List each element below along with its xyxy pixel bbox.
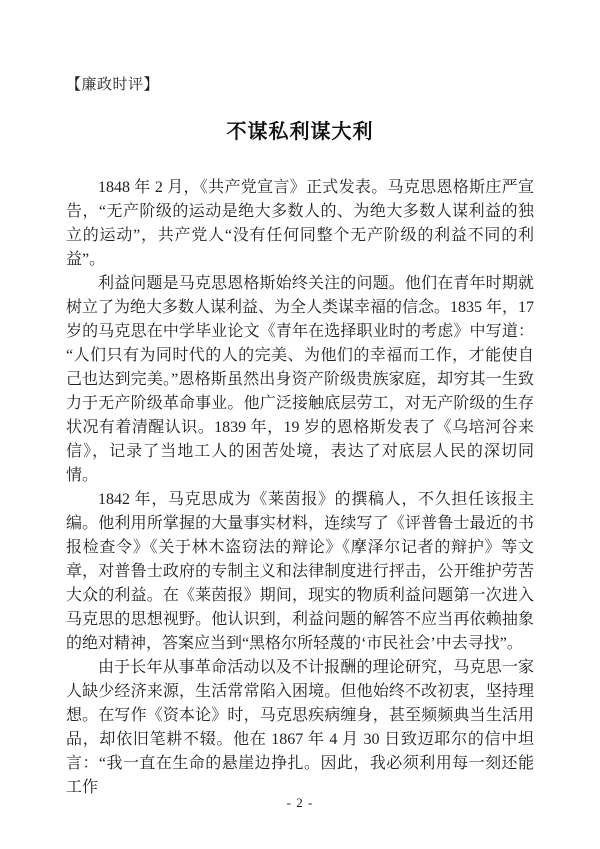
page-title: 不谋私利谋大利 [226, 121, 374, 143]
page-number: - 2 - [286, 795, 314, 810]
article-body [66, 176, 534, 800]
body-paragraph: 利益问题是马克思恩格斯始终关注的问题。他们在青年时期就树立了为绝大多数人谋利益、为全人类谋幸福的信念。1835 年，17 岁的马克思在中学毕业论文《青年在选择职业时的考虑》中写道：“人们只有为同时代的人的完美、为他们的幸福而工作，才能使自己也达到完美。”恩格斯虽然出身资产阶级贵族家庭，却穷其一生致力于无产阶级革命事业。他广泛接触底层劳工，对无产阶级的生存状况有着清醒认识。1839 年，19 岁的恩格斯发表了《乌培河谷来信》，记录了当地工人的困苦处境，表达了对底层人民的深切同情。 [66, 275, 535, 484]
body-paragraph: 由于长年从事革命活动以及不计报酬的理论研究，马克思一家人缺少经济来源，生活常常陷入困境。但他始终不改初衷，坚持理想。在写作《资本论》时，马克思疾病缠身，甚至频频典当生活用品，却依旧笔耕不辍。他在 1867 年 4 月 30 日致迈耶尔的信中坦言：“我一直在生命的悬崖边挣扎。因此，我必须利用每一刻还能工作 [66, 659, 534, 796]
body-paragraph: 1842 年，马克思成为《莱茵报》的撰稿人，不久担任该报主编。他利用所掌握的大量事实材料，连续写了《评普鲁士最近的书报检查令》《关于林木盗窃法的辩论》《摩泽尔记者的辩护》等文章，对普鲁士政府的专制主义和法律制度进行抨击，公开维护劳苦大众的利益。在《莱茵报》期间，现实的物质利益问题第一次进入马克思的思想视野。他认识到，利益问题的解答不应当再依赖抽象的绝对精神，答案应当到“黑格尔所轻蔑的‘市民社会’中去寻找”。 [66, 491, 534, 652]
body-paragraph: 1848 年 2 月，《共产党宣言》正式发表。马克思恩格斯庄严宣告，“无产阶级的运动是绝大多数人的、为绝大多数人谋利益的独立的运动”，共产党人“没有任何同整个无产阶级的利益不同的利益”。 [66, 179, 534, 268]
section-tag: 【廉政时评】 [66, 77, 160, 93]
